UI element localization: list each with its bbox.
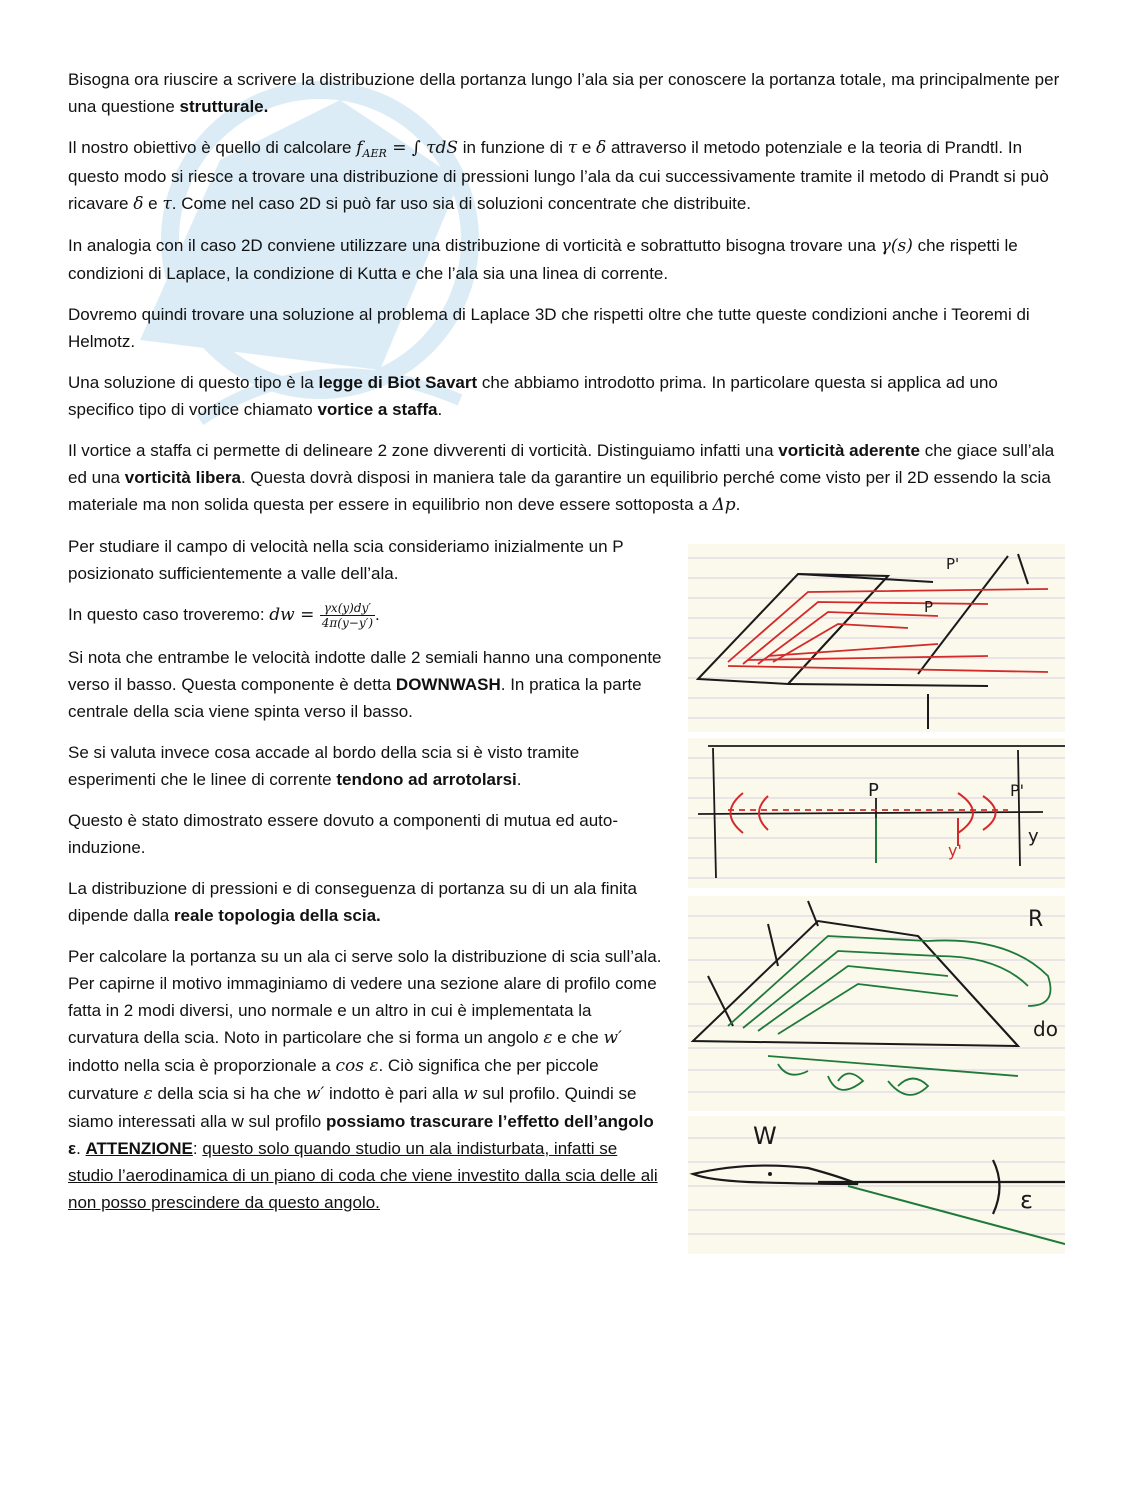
text: . (437, 400, 443, 419)
paragraph-5 (68, 369, 1068, 423)
math-cos-eps: cos ε (335, 1056, 379, 1077)
text: . Questa dovrà disposi in maniera tale da garantire un equilibrio perché come visto per il 2D essendo la scia materiale ma non solida questa per essere in equilibrio non deve essere sottoposta a (68, 468, 1051, 514)
figure-airfoil-epsilon (688, 1116, 1065, 1254)
paragraph-9 (68, 644, 663, 725)
math-tau: τ (567, 138, 578, 158)
text: Se si valuta invece cosa accade al bordo della scia si è visto tramite esperimenti che le linee di corrente (68, 743, 580, 790)
figure-horseshoe-wing (688, 544, 1065, 732)
math-w-prime: w′ (305, 1084, 325, 1105)
text: sul profilo. Quindi se siamo interessati alla w sul profilo (68, 1084, 637, 1132)
bold-attenzione: ATTENZIONE (85, 1139, 193, 1159)
text: . (735, 495, 741, 514)
bold-trascurare: possiamo trascurare l’effetto dell’angolo ε (68, 1112, 654, 1159)
math-fraction (320, 601, 375, 630)
text: . (516, 770, 522, 790)
label-p: P (924, 598, 934, 616)
text: Il nostro obiettivo è quello di calcolare (68, 138, 357, 157)
paragraph-11: Questo è stato dimostrato essere dovuto a componenti di mutua ed auto-induzione. (68, 811, 618, 858)
math-w: w (463, 1084, 478, 1105)
text: che rispetti le condizioni di Laplace, la condizione di Kutta e che l’ala sia una linea di corrente. (68, 236, 1018, 283)
paragraph-7: Per studiare il campo di velocità nella scia consideriamo inizialmente un P posizionato sufficientemente a valle dell’ala. (68, 537, 624, 583)
figure-wake-front-view (688, 738, 1065, 888)
paragraph-2 (68, 134, 1068, 218)
bold-vortice-staffa: vortice a staffa (317, 400, 438, 419)
label-p-prime: P' (1010, 781, 1025, 800)
bold-downwash: DOWNWASH (395, 675, 501, 695)
bold-vorticita-aderente: vorticità aderente (778, 441, 920, 460)
paragraph-8 (68, 601, 663, 630)
math-epsilon: ε (143, 1084, 153, 1105)
label-w: W (753, 1122, 777, 1150)
text: La distribuzione di pressioni e di conseguenza di portanza su di un ala finita dipende dalla (68, 879, 637, 926)
text: . Ciò significa che per piccole curvature (68, 1056, 599, 1104)
text: in funzione di (458, 138, 568, 157)
label-p-prime: P' (946, 555, 960, 573)
bold-arrotolarsi: tendono ad arrotolarsi (336, 770, 517, 790)
paragraph-1 (68, 66, 1068, 120)
math-sub: AER (362, 147, 387, 160)
math-f: f (356, 138, 363, 158)
math-delta: δ (133, 194, 144, 214)
text: e (143, 194, 163, 213)
label-y-prime: y' (948, 841, 962, 860)
math-integral: = ∫ τdS (386, 138, 459, 158)
paragraph-12 (68, 875, 663, 929)
math-tau: τ (162, 194, 172, 214)
math-dw: dw = (269, 605, 320, 625)
text: indotto nella scia è proporzionale a (68, 1056, 336, 1076)
figure-wake-rollup (688, 896, 1065, 1111)
text: Il vortice a staffa ci permette di delineare 2 zone divverenti di vorticità. Distinguiamo infatti una (68, 441, 779, 460)
text: Bisogna ora riuscire a scrivere la distribuzione della portanza lungo l’ala sia per conoscere la portanza totale, ma principalmente per una questione (68, 70, 1060, 116)
math-w-prime: w′ (603, 1028, 622, 1049)
underlined-note: questo solo quando studio un ala indisturbata, infatti se studio l’aerodinamica di un piano di coda che viene investito dalla scia delle ali non posso prescindere da questo angolo. (68, 1139, 658, 1213)
paragraph-10 (68, 739, 663, 793)
text: che abbiamo introdotto prima. In particolare questa si applica ad uno specifico tipo di vortice chiamato (68, 373, 998, 419)
text: Per calcolare la portanza su un ala ci serve solo la distribuzione di scia sull’ala. Per capirne il motivo immaginiamo di vedere una sezione alare di profilo come fatta in 2 modi diversi, uno normale e un altro in cui è implementata la curvatura della scia. Noto in particolare che si forma un angolo (68, 947, 662, 1048)
text: che giace sull’ala ed una (68, 441, 1055, 487)
label-epsilon: ε (1020, 1186, 1033, 1214)
text: indotto è pari alla (324, 1084, 464, 1104)
label-p: P (868, 780, 879, 801)
math-epsilon: ε (543, 1028, 553, 1049)
text: . In pratica la parte centrale della scia viene spinta verso il basso. (68, 675, 642, 722)
fraction-denominator: 4π(y−y′) (321, 616, 374, 631)
text: . (76, 1139, 86, 1159)
text: Una soluzione di questo tipo è la (68, 373, 319, 392)
paragraph-13 (68, 943, 663, 1216)
fraction-numerator: γx(y)dy′ (320, 601, 375, 616)
text: della scia si ha che (152, 1084, 306, 1104)
text: Si nota che entrambe le velocità indotte dalle 2 semiali hanno una componente verso il basso. Questa componente è detta (68, 648, 662, 695)
math-delta: δ (596, 138, 607, 158)
text: In analogia con il caso 2D conviene utilizzare una distribuzione di vorticità e sobrattutto bisogna trovare una (68, 236, 881, 255)
math-delta-p: Δp (712, 495, 736, 515)
bold-topologia: reale topologia della scia. (173, 906, 381, 926)
label-r: R (1028, 907, 1044, 932)
bold-biot-savart: legge di Biot Savart (318, 373, 478, 392)
text: e che (552, 1028, 604, 1048)
left-column (68, 533, 663, 1216)
text: . Come nel caso 2D si può far uso sia di soluzioni concentrate che distribuite. (171, 194, 751, 213)
text: In questo caso troveremo: (68, 605, 270, 624)
paragraph-6 (68, 437, 1068, 519)
bold-vorticita-libera: vorticità libera (124, 468, 241, 487)
text: attraverso il metodo potenziale e la teoria di Prandtl. In questo modo si riesce a trovare una distribuzione di pressioni lungo l’ala da cui successivamente tramite il metodo di Prandt si può ricavare (68, 138, 1049, 213)
text: e (577, 138, 596, 157)
label-do: do (1033, 1017, 1058, 1041)
bold-strutturale: strutturale. (179, 97, 269, 116)
paragraph-3 (68, 232, 1068, 287)
math-gamma: γ(s) (880, 236, 913, 256)
label-y: y (1028, 826, 1039, 847)
text: . (375, 605, 380, 624)
paragraph-4: Dovremo quindi trovare una soluzione al problema di Laplace 3D che rispetti oltre che tutte queste condizioni anche i Teoremi di Helmotz. (68, 305, 1030, 351)
text: : (192, 1139, 203, 1159)
